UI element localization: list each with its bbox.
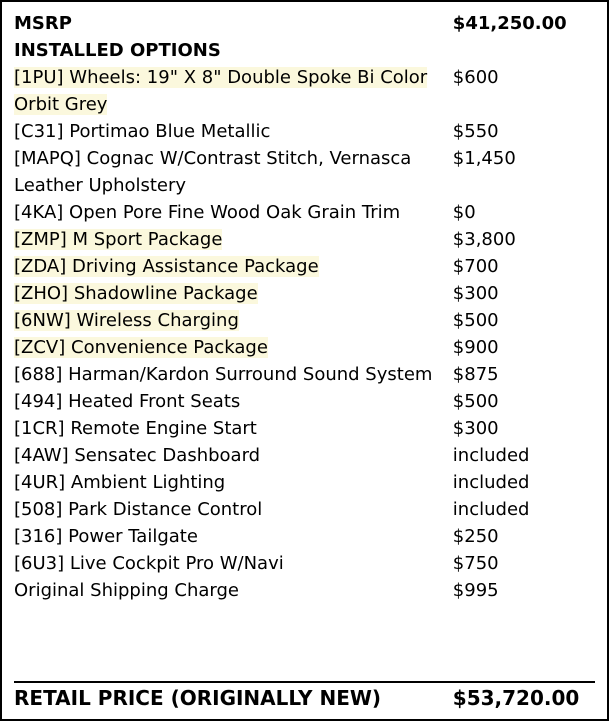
option-text bbox=[14, 310, 239, 331]
option-text bbox=[14, 418, 257, 439]
option-text bbox=[14, 202, 400, 223]
option-name: Wheels: 19" X 8" Double Spoke Bi Color Orbit Grey bbox=[14, 67, 428, 115]
option-label bbox=[14, 361, 453, 388]
option-row bbox=[14, 307, 595, 334]
option-label bbox=[14, 442, 453, 469]
option-row bbox=[14, 145, 595, 199]
option-code: [6NW] bbox=[14, 310, 71, 331]
option-label bbox=[14, 253, 453, 280]
option-row bbox=[14, 253, 595, 280]
option-label bbox=[14, 550, 453, 577]
retail-value: $53,720.00 bbox=[452, 686, 580, 710]
option-price: $500 bbox=[452, 391, 499, 412]
option-label bbox=[14, 523, 453, 550]
option-text bbox=[14, 283, 258, 304]
option-text bbox=[14, 472, 225, 493]
option-label bbox=[14, 280, 453, 307]
option-code: [1PU] bbox=[14, 67, 64, 88]
option-label bbox=[14, 388, 453, 415]
option-code: [688] bbox=[14, 364, 63, 385]
option-row bbox=[14, 442, 595, 469]
retail-table bbox=[14, 683, 595, 713]
option-name: Wireless Charging bbox=[76, 310, 239, 331]
option-text bbox=[14, 229, 222, 250]
option-text bbox=[14, 256, 319, 277]
option-text bbox=[14, 337, 268, 358]
option-text bbox=[14, 391, 240, 412]
retail-section bbox=[14, 678, 595, 713]
option-name: Portimao Blue Metallic bbox=[69, 121, 271, 142]
option-label bbox=[14, 118, 453, 145]
option-name: Power Tailgate bbox=[68, 526, 198, 547]
option-price: included bbox=[452, 499, 530, 520]
option-label bbox=[14, 145, 453, 199]
option-price: included bbox=[452, 472, 530, 493]
option-label bbox=[14, 199, 453, 226]
option-price: included bbox=[452, 445, 530, 466]
option-code: [1CR] bbox=[14, 418, 65, 439]
option-row bbox=[14, 577, 595, 604]
option-row bbox=[14, 361, 595, 388]
option-name: Sensatec Dashboard bbox=[74, 445, 261, 466]
option-price: $550 bbox=[452, 121, 499, 142]
option-name: Convenience Package bbox=[71, 337, 268, 358]
option-text bbox=[14, 364, 432, 385]
option-label bbox=[14, 577, 453, 604]
option-code: [4UR] bbox=[14, 472, 66, 493]
option-code: [ZMP] bbox=[14, 229, 67, 250]
option-price: $3,800 bbox=[452, 229, 516, 250]
option-text bbox=[14, 67, 427, 115]
option-price: $700 bbox=[452, 256, 499, 277]
option-code: [4AW] bbox=[14, 445, 69, 466]
option-row bbox=[14, 199, 595, 226]
option-name: Harman/Kardon Surround Sound System bbox=[68, 364, 433, 385]
retail-row bbox=[14, 683, 595, 713]
option-name: Original Shipping Charge bbox=[14, 580, 239, 601]
option-label bbox=[14, 64, 453, 118]
option-label bbox=[14, 469, 453, 496]
option-name: Ambient Lighting bbox=[70, 472, 226, 493]
option-price: $500 bbox=[452, 310, 499, 331]
option-name: Live Cockpit Pro W/Navi bbox=[69, 553, 284, 574]
installed-options-heading: INSTALLED OPTIONS bbox=[14, 40, 221, 61]
option-row bbox=[14, 415, 595, 442]
option-text bbox=[14, 526, 198, 547]
option-price: $600 bbox=[452, 67, 499, 88]
option-row bbox=[14, 64, 595, 118]
option-name: Heated Front Seats bbox=[68, 391, 241, 412]
options-list bbox=[14, 64, 595, 604]
option-name: Park Distance Control bbox=[68, 499, 263, 520]
option-row bbox=[14, 550, 595, 577]
installed-options-heading-row bbox=[14, 37, 595, 64]
msrp-value: $41,250.00 bbox=[452, 13, 567, 34]
option-text bbox=[14, 148, 411, 196]
option-price: $300 bbox=[452, 283, 499, 304]
option-price: $300 bbox=[452, 418, 499, 439]
option-row bbox=[14, 334, 595, 361]
option-code: [4KA] bbox=[14, 202, 64, 223]
price-table-body bbox=[14, 10, 595, 64]
option-text bbox=[14, 445, 260, 466]
msrp-label: MSRP bbox=[14, 13, 72, 34]
option-code: [6U3] bbox=[14, 553, 65, 574]
option-label bbox=[14, 496, 453, 523]
option-row bbox=[14, 523, 595, 550]
option-name: Open Pore Fine Wood Oak Grain Trim bbox=[69, 202, 401, 223]
option-label bbox=[14, 226, 453, 253]
option-code: [ZDA] bbox=[14, 256, 67, 277]
option-text bbox=[14, 499, 262, 520]
option-row bbox=[14, 388, 595, 415]
msrp-row bbox=[14, 10, 595, 37]
option-code: [ZCV] bbox=[14, 337, 66, 358]
option-row bbox=[14, 469, 595, 496]
option-name: M Sport Package bbox=[72, 229, 223, 250]
option-code: [316] bbox=[14, 526, 63, 547]
option-row bbox=[14, 496, 595, 523]
option-name: Remote Engine Start bbox=[70, 418, 257, 439]
option-price: $0 bbox=[452, 202, 476, 223]
option-name: Driving Assistance Package bbox=[71, 256, 319, 277]
price-table bbox=[14, 10, 595, 604]
option-row bbox=[14, 280, 595, 307]
option-row bbox=[14, 226, 595, 253]
option-price: $900 bbox=[452, 337, 499, 358]
retail-label: RETAIL PRICE (ORIGINALLY NEW) bbox=[14, 686, 382, 710]
option-name: Cognac W/Contrast Stitch, Vernasca Leather Upholstery bbox=[14, 148, 412, 196]
option-price: $250 bbox=[452, 526, 499, 547]
option-code: [MAPQ] bbox=[14, 148, 81, 169]
option-price: $1,450 bbox=[452, 148, 516, 169]
option-price: $875 bbox=[452, 364, 499, 385]
option-label bbox=[14, 334, 453, 361]
option-price: $995 bbox=[452, 580, 499, 601]
option-row bbox=[14, 118, 595, 145]
option-label bbox=[14, 415, 453, 442]
option-code: [508] bbox=[14, 499, 63, 520]
option-name: Shadowline Package bbox=[73, 283, 258, 304]
option-price: $750 bbox=[452, 553, 499, 574]
option-text bbox=[14, 580, 239, 601]
option-text bbox=[14, 121, 270, 142]
option-code: [ZHO] bbox=[14, 283, 69, 304]
option-code: [C31] bbox=[14, 121, 64, 142]
option-code: [494] bbox=[14, 391, 63, 412]
option-label bbox=[14, 307, 453, 334]
option-text bbox=[14, 553, 284, 574]
